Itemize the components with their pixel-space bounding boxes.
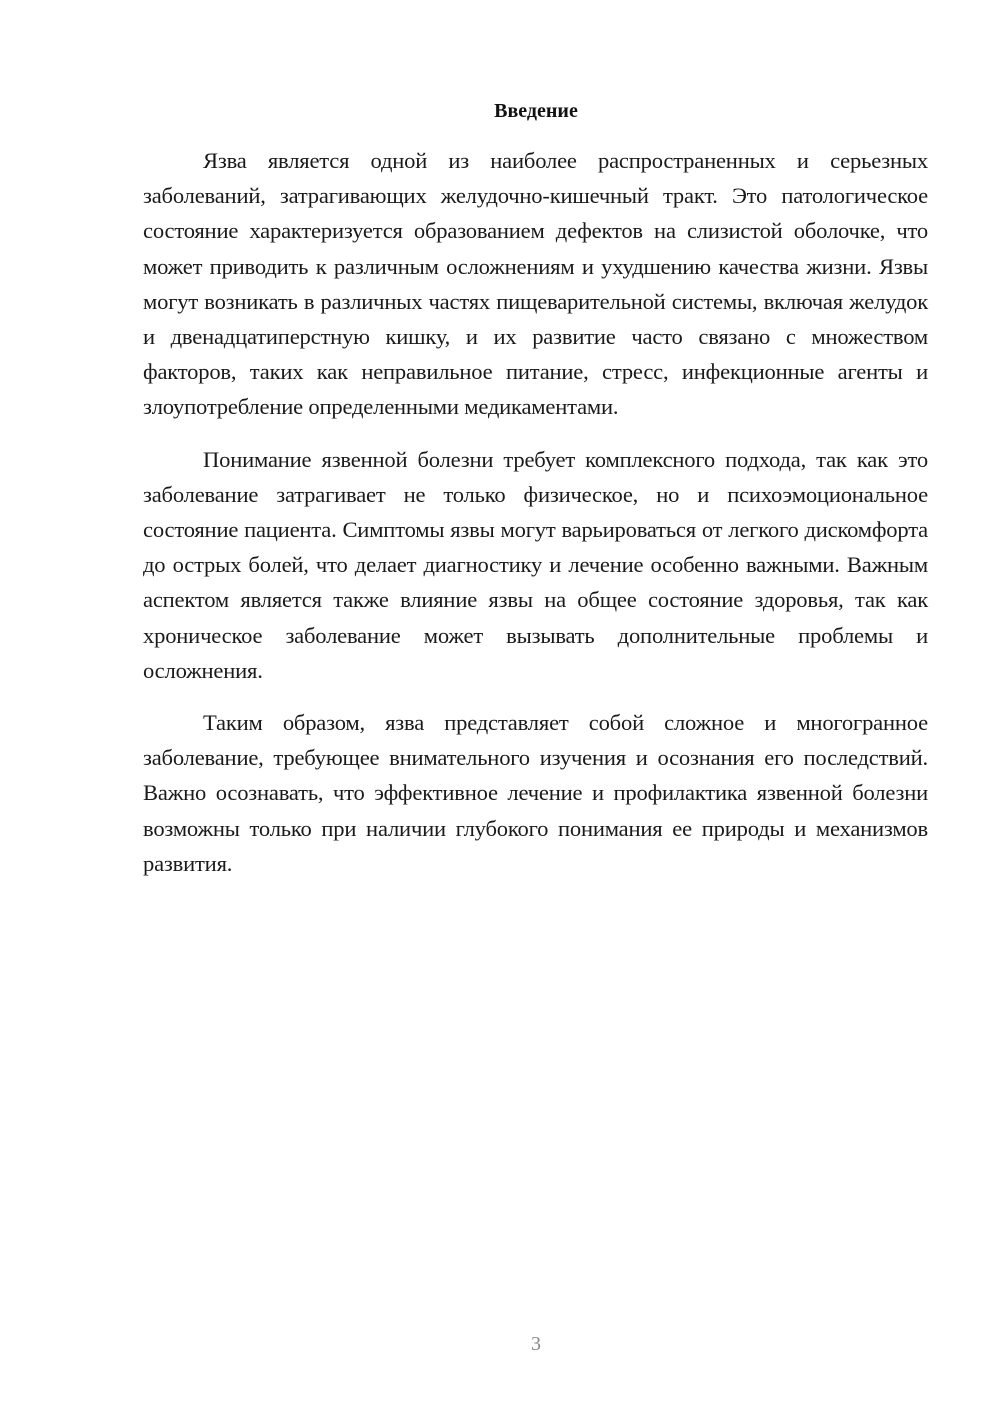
paragraph-2: Понимание язвенной болезни требует комплексного подхода, так как это заболевание затрагивает не только физическое, но и психоэмоциональное состояние пациента. Симптомы язвы могут варьироваться от легкого дискомфорта до острых болей, что делает диагностику и лечение особенно важными. Важным аспектом является также влияние язвы на общее состояние здоровья, так как хроническое заболевание может вызывать дополнительные проблемы и осложнения. <box>143 446 928 683</box>
page-number: 3 <box>531 1333 541 1355</box>
section-title: Введение <box>494 100 578 122</box>
document-body <box>143 143 928 898</box>
paragraph-3: Таким образом, язва представляет собой сложное и многогранное заболевание, требующее внимательного изучения и осознания его последствий. Важно осознавать, что эффективное лечение и профилактика язвенной болезни возможны только при наличии глубокого понимания ее природы и механизмов развития. <box>143 710 928 876</box>
paragraph-1: Язва является одной из наиболее распространенных и серьезных заболеваний, затрагивающих желудочно-кишечный тракт. Это патологическое состояние характеризуется образованием дефектов на слизистой оболочке, что может приводить к различным осложнениям и ухудшению качества жизни. Язвы могут возникать в различных частях пищеварительной системы, включая желудок и двенадцатиперстную кишку, и их развитие часто связано с множеством факторов, таких как неправильное питание, стресс, инфекционные агенты и злоупотребление определенными медикаментами. <box>143 148 928 420</box>
